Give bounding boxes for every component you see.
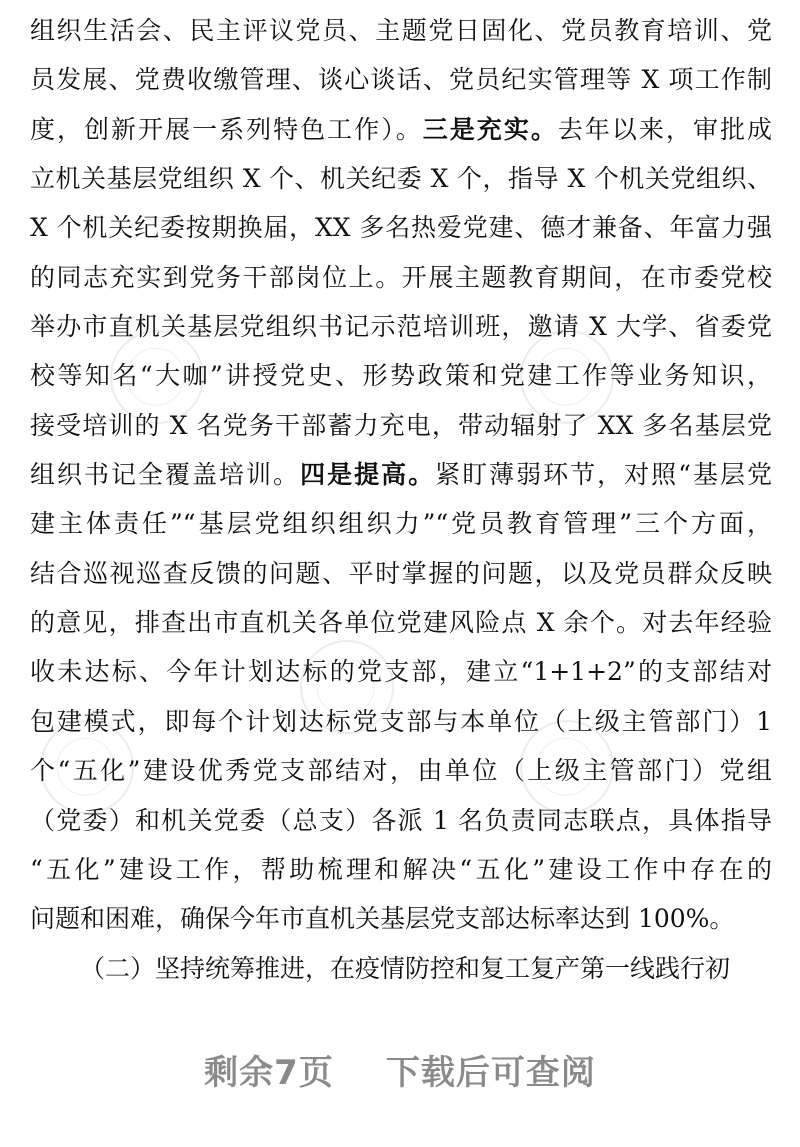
- text-run: 紧盯薄弱环节，对照“基层党: [435, 460, 772, 490]
- download-prompt-banner[interactable]: [0, 1048, 800, 1098]
- bold-heading-run: 三是充实。: [422, 114, 558, 144]
- text-run: 包建模式，即每个计划达标党支部与本单位（上级主管部门）1: [30, 706, 772, 736]
- text-run: 度，创新开展一系列特色工作）。: [30, 114, 423, 144]
- text-run: 举办市直机关基层党组织书记示范培训班，邀请 X 大学、省委党: [30, 312, 772, 342]
- text-line: [30, 302, 772, 351]
- text-run: 收未达标、今年计划达标的党支部，建立“1+1+2”的支部结对: [30, 657, 772, 687]
- text-line: [30, 253, 772, 302]
- text-line: [30, 401, 772, 450]
- text-line: [30, 647, 772, 696]
- text-line: [30, 796, 772, 845]
- text-run: 员发展、党费收缴管理、谈心谈话、党员纪实管理等 X 项工作制: [30, 65, 772, 95]
- text-line: [30, 845, 772, 894]
- text-run: （党委）和机关党委（总支）各派 1 名负责同志联点，具体指导: [30, 805, 772, 835]
- text-line: [30, 598, 772, 647]
- text-run: 结合巡视巡查反馈的问题、平时掌握的问题，以及党员群众反映: [30, 558, 772, 588]
- text-line: [30, 697, 772, 746]
- text-run: （二）坚持统筹推进，在疫情防控和复工复产第一线践行初: [80, 953, 731, 983]
- text-run: 的意见，排查出市直机关各单位党建风险点 X 余个。对去年经验: [30, 608, 772, 638]
- text-line: [30, 549, 772, 598]
- text-run: 组织生活会、民主评议党员、主题党日固化、党员教育培训、党: [30, 16, 772, 45]
- text-line: [30, 450, 772, 499]
- text-run: 去年以来，审批成: [557, 114, 772, 144]
- text-line: [30, 6, 772, 55]
- text-line: [30, 154, 772, 203]
- text-run: 的同志充实到党务干部岗位上。开展主题教育期间，在市委党校: [30, 262, 772, 292]
- text-line: [30, 55, 772, 104]
- text-run: 组织书记全覆盖培训。: [30, 460, 301, 490]
- download-to-view-text: 下载后可查阅: [385, 1053, 596, 1093]
- text-run: 校等知名“大咖”讲授党史、形势政策和党建工作等业务知识，: [30, 361, 772, 391]
- text-line: [30, 351, 772, 400]
- text-line: [30, 203, 772, 252]
- text-line: [30, 894, 772, 943]
- text-line: [30, 746, 772, 795]
- text-run: 问题和困难，确保今年市直机关基层党支部达标率达到 100%。: [30, 904, 735, 934]
- text-line: [30, 944, 772, 993]
- text-run: 个“五化”建设优秀党支部结对，由单位（上级主管部门）党组: [30, 756, 772, 786]
- text-run: X 个机关纪委按期换届，XX 多名热爱党建、德才兼备、年富力强: [30, 213, 772, 243]
- bold-heading-run: 四是提高。: [300, 460, 436, 490]
- document-body: [30, 6, 772, 993]
- text-run: 建主体责任”“基层党组织组织力”“党员教育管理”三个方面，: [30, 509, 772, 539]
- text-run: “五化”建设工作，帮助梳理和解决“五化”建设工作中存在的: [30, 854, 772, 884]
- text-run: 立机关基层党组织 X 个、机关纪委 X 个，指导 X 个机关党组织、: [30, 164, 772, 194]
- text-run: 接受培训的 X 名党务干部蓄力充电，带动辐射了 XX 多名基层党: [30, 410, 772, 440]
- text-line: [30, 499, 772, 548]
- remaining-pages-text: 剩余7页: [204, 1053, 334, 1093]
- text-line: [30, 105, 772, 154]
